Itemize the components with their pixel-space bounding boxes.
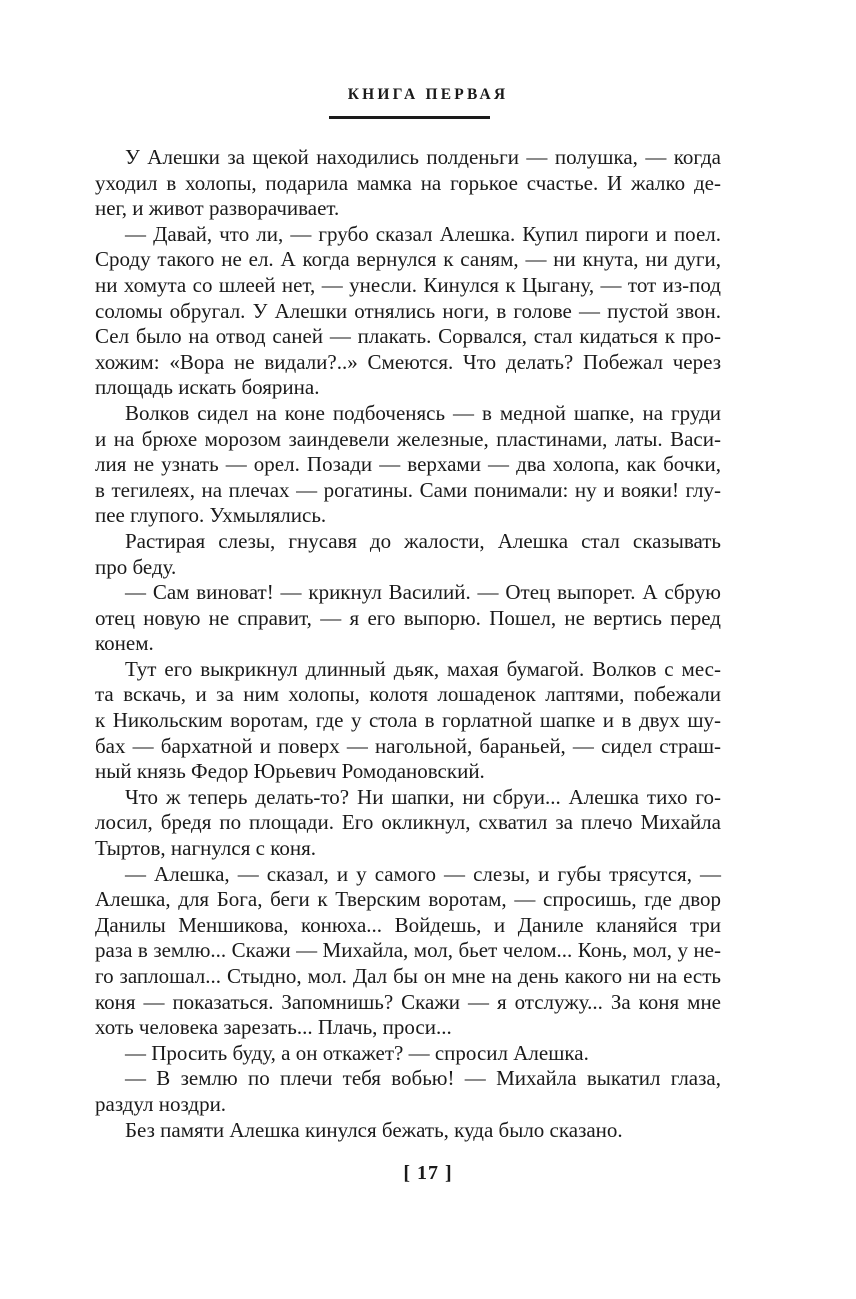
text-line: лия не узнать — орел. Позади — верхами — два холопа, как бочки,: [95, 452, 721, 477]
text-line: хожим: «Вора не видали?..» Смеются. Что делать? Побежал через: [95, 349, 721, 374]
text-line: — Сам виноват! — крикнул Василий. — Отец выпорет. А сбрую: [125, 580, 721, 605]
text-line: ный князь Федор Юрьевич Ромодановский.: [95, 759, 485, 784]
text-line: Данилы Меншикова, конюха... Войдешь, и Даниле кланяйся три: [95, 912, 721, 937]
text-line: Тыртов, нагнулся с коня.: [95, 836, 316, 861]
text-line: соломы обругал. У Алешки отнялись ноги, в голове — пустой звон.: [95, 298, 721, 323]
text-line: нег, и живот разворачивает.: [95, 196, 340, 221]
text-line: лосил, бредя по площади. Его окликнул, схватил за плечо Михайла: [95, 810, 721, 835]
body-text: [95, 145, 721, 1143]
text-line: та вскачь, и за ним холопы, колотя лошаденок лаптями, побежали: [95, 682, 721, 707]
text-line: коня — показаться. Запомнишь? Скажи — я отслужу... За коня мне: [95, 989, 721, 1014]
text-line: к Никольским воротам, где у стола в горлатной шапке и в двух шу-: [95, 708, 721, 733]
text-line: Растирая слезы, гнусавя до жалости, Алешка стал сказывать: [125, 528, 721, 553]
text-line: ни хомута со шлеей нет, — унесли. Кинулся к Цыгану, — тот из-под: [95, 272, 721, 297]
text-line: про беду.: [95, 554, 177, 579]
text-line: — Просить буду, а он откажет? — спросил Алешка.: [125, 1040, 589, 1065]
text-line: уходил в холопы, подарила мамка на горькое счастье. И жалко де-: [95, 170, 721, 195]
text-line: Тут его выкрикнул длинный дьяк, махая бумагой. Волков с мес-: [125, 656, 721, 681]
text-line: го заплошал... Стыдно, мол. Дал бы он мне на день какого ни на есть: [95, 964, 721, 988]
text-line: площадь искать боярина.: [95, 375, 320, 400]
header-rule: [329, 116, 490, 119]
text-line: бах — бархатной и поверх — нагольной, бараньей, — сидел страш-: [95, 733, 721, 758]
text-line: Сроду такого не ел. А когда вернулся к саням, — ни кнута, ни дуги,: [95, 247, 721, 272]
text-line: пее глупого. Ухмылялись.: [95, 503, 327, 528]
text-line: — Алешка, — сказал, и у самого — слезы, и губы трясутся, —: [125, 861, 721, 886]
running-header: КНИГА ПЕРВАЯ: [347, 86, 509, 103]
text-line: хоть человека зарезать... Плачь, проси...: [95, 1015, 452, 1040]
page-number: [ 17 ]: [403, 1162, 453, 1184]
text-line: раза в землю... Скажи — Михайла, мол, бьет челом... Конь, мол, у не-: [95, 938, 721, 963]
text-line: и на брюхе морозом заиндевели железные, пластинами, латы. Васи-: [95, 426, 721, 451]
text-line: Алешка, для Бога, беги к Тверским воротам, — спросишь, где двор: [95, 887, 721, 912]
text-line: отец новую не справит, — я его выпорю. Пошел, не вертись перед: [95, 605, 721, 630]
text-line: — Давай, что ли, — грубо сказал Алешка. Купил пироги и поел.: [125, 221, 721, 246]
text-line: раздул ноздри.: [95, 1091, 227, 1116]
text-line: в тегилеях, на плечах — рогатины. Сами понимали: ну и вояки! глу-: [95, 477, 721, 502]
text-line: Что ж теперь делать-то? Ни шапки, ни сбруи... Алешка тихо го-: [125, 784, 721, 809]
text-line: У Алешки за щекой находились полденьги — полушка, — когда: [125, 145, 721, 169]
text-line: Волков сидел на коне подбоченясь — в медной шапке, на груди: [125, 400, 721, 425]
text-line: — В землю по плечи тебя вобью! — Михайла выкатил глаза,: [125, 1066, 721, 1091]
text-line: конем.: [95, 631, 154, 656]
text-line: Сел было на отвод саней — плакать. Сорвался, стал кидаться к про-: [95, 324, 721, 349]
text-line: Без памяти Алешка кинулся бежать, куда было сказано.: [125, 1117, 623, 1142]
